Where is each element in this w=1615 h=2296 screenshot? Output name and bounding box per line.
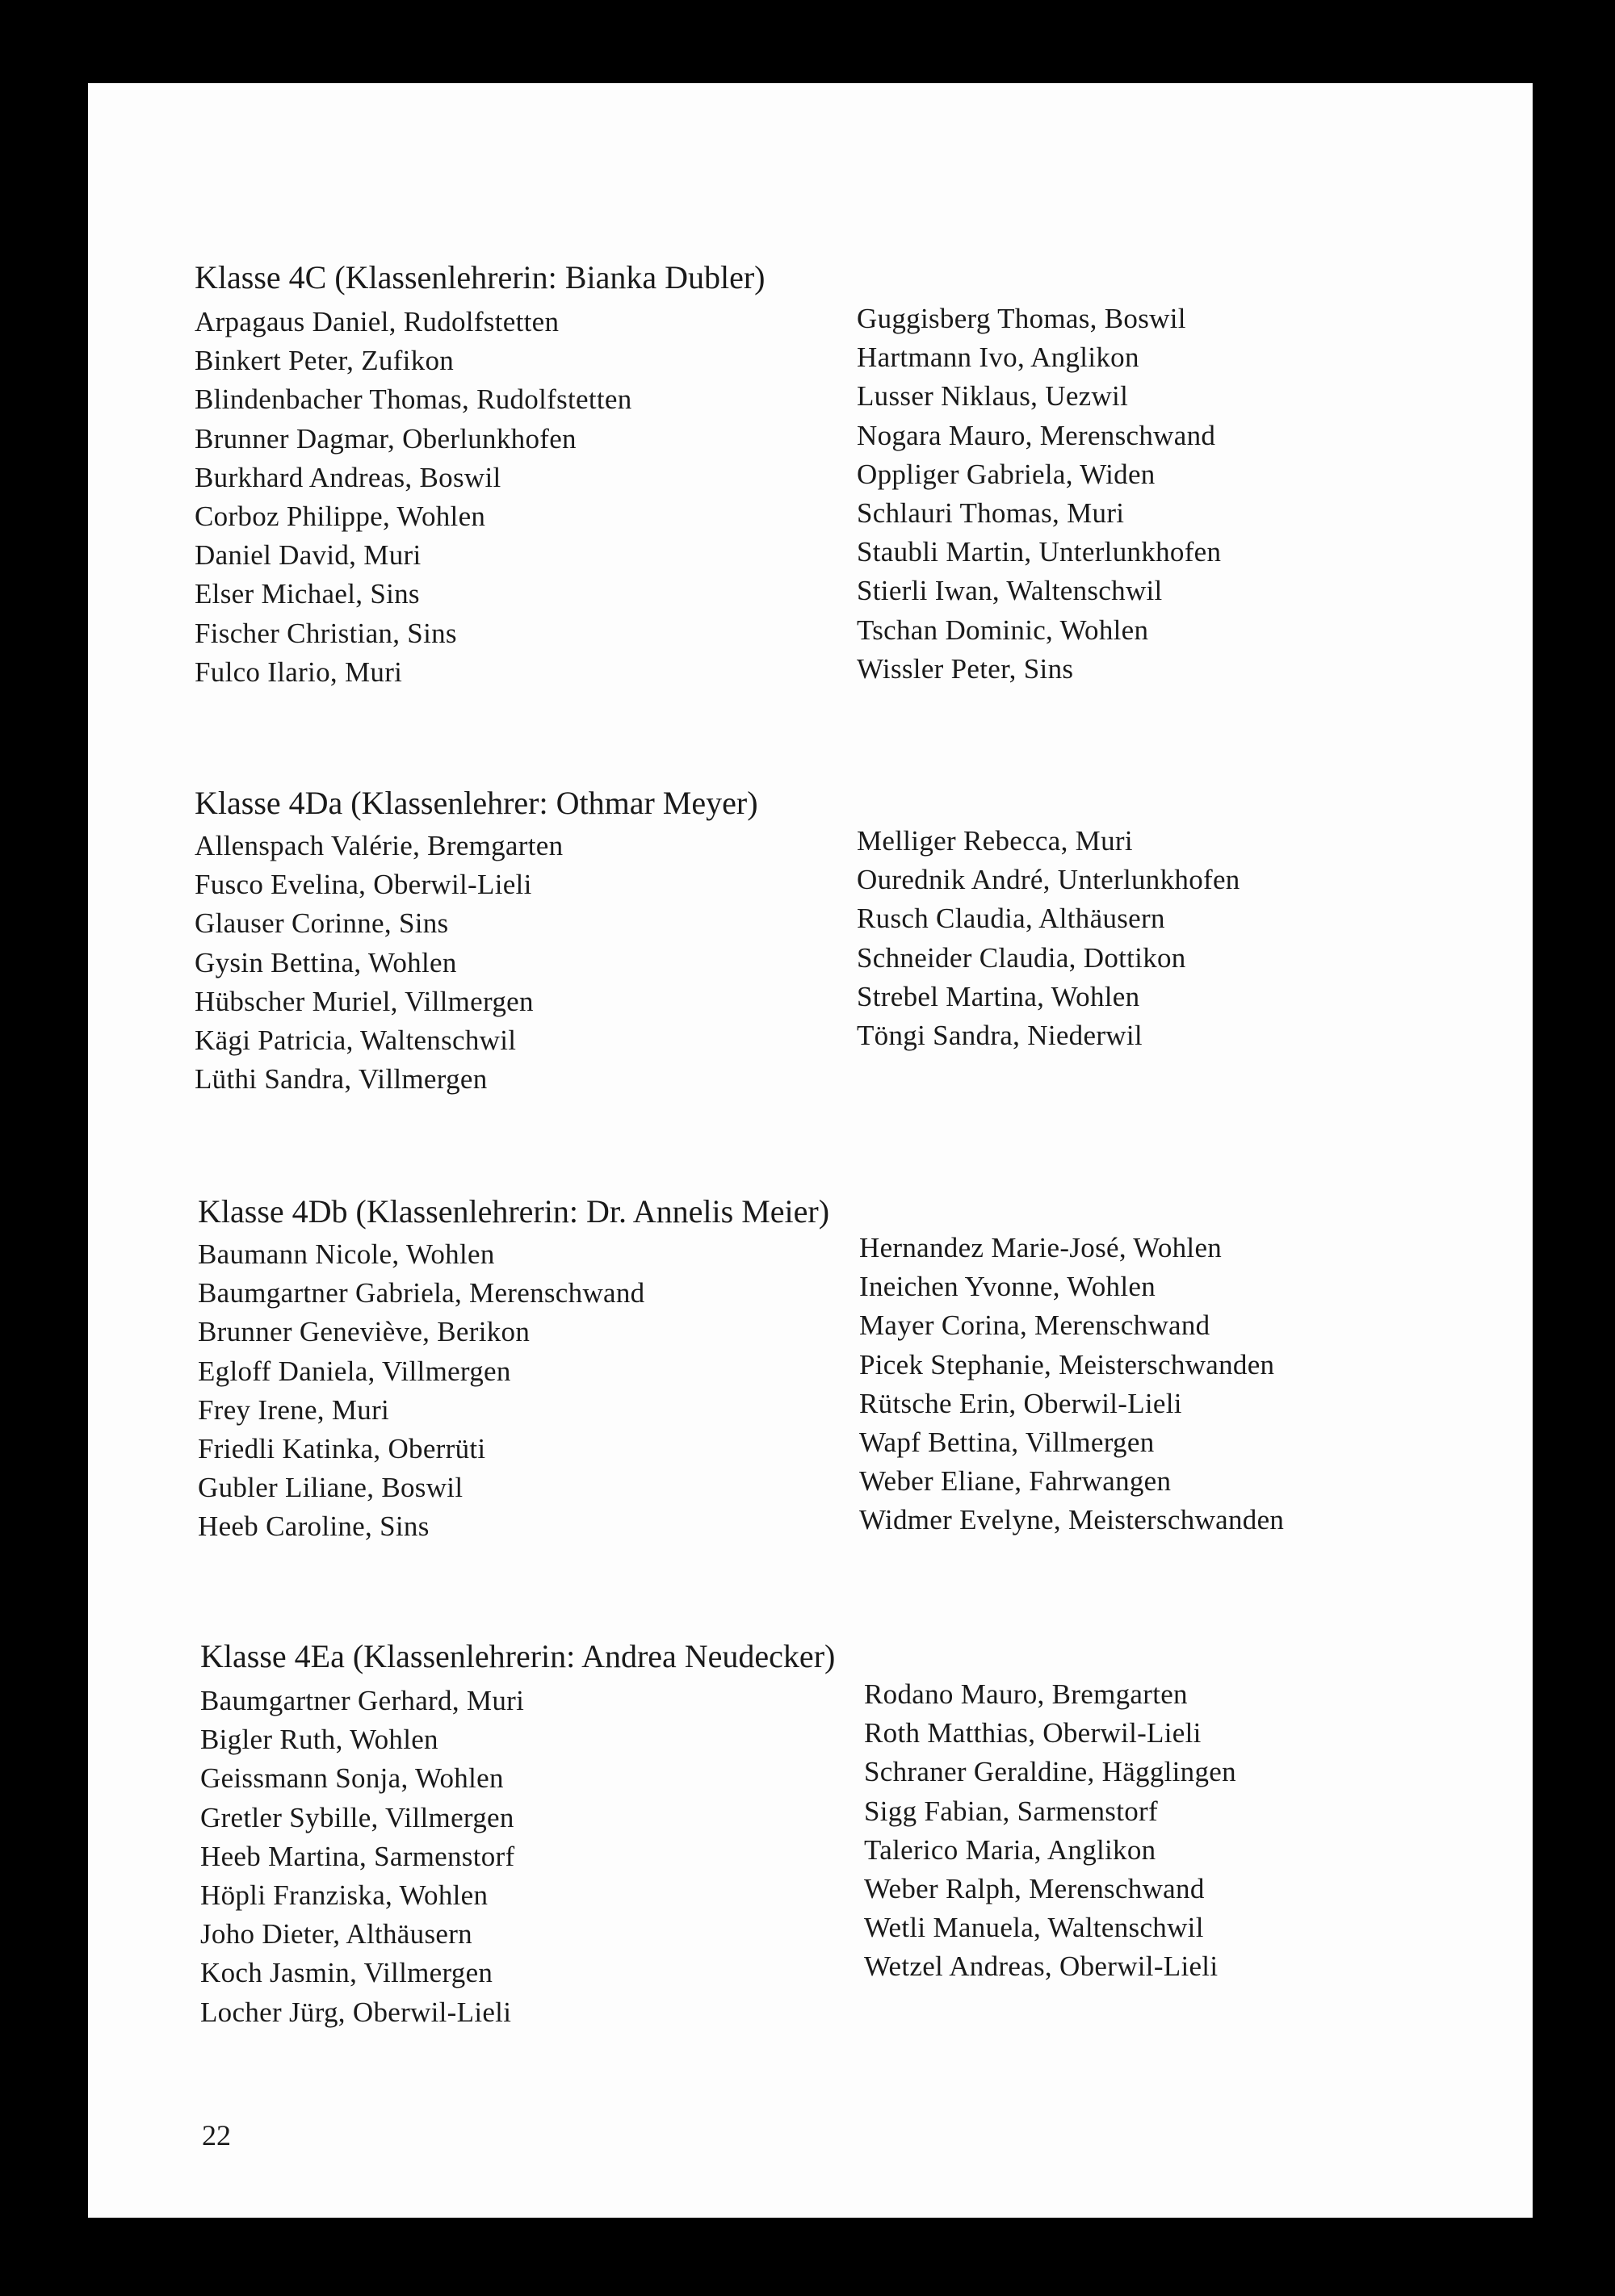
student-entry: Strebel Martina, Wohlen xyxy=(857,980,1140,1012)
student-entry: Geissmann Sonja, Wohlen xyxy=(200,1762,504,1795)
student-entry: Brunner Dagmar, Oberlunkhofen xyxy=(195,422,577,455)
student-entry: Töngi Sandra, Niederwil xyxy=(857,1020,1143,1052)
student-entry: Staubli Martin, Unterlunkhofen xyxy=(857,536,1222,568)
student-entry: Hübscher Muriel, Villmergen xyxy=(195,985,534,1017)
student-entry: Arpagaus Daniel, Rudolfstetten xyxy=(195,306,560,337)
student-entry: Baumgartner Gerhard, Muri xyxy=(200,1685,525,1716)
student-list-left xyxy=(198,1235,644,1547)
student-entry: Lüthi Sandra, Villmergen xyxy=(195,1063,488,1096)
student-entry: Egloff Daniela, Villmergen xyxy=(198,1355,511,1387)
student-entry: Wissler Peter, Sins xyxy=(857,652,1074,685)
student-entry: Bigler Ruth, Wohlen xyxy=(200,1724,438,1756)
student-entry: Glauser Corinne, Sins xyxy=(195,907,449,940)
student-list-left xyxy=(200,1682,524,2032)
student-entry: Gubler Liliane, Boswil xyxy=(198,1472,464,1504)
student-list-right xyxy=(859,1229,1284,1540)
student-entry: Blindenbacher Thomas, Rudolfstetten xyxy=(195,383,632,416)
student-entry: Kägi Patricia, Waltenschwil xyxy=(195,1024,517,1057)
student-entry: Weber Eliane, Fahrwangen xyxy=(859,1465,1172,1498)
student-list-right xyxy=(857,300,1221,689)
student-entry: Fusco Evelina, Oberwil-Lieli xyxy=(195,869,532,901)
student-entry: Melliger Rebecca, Muri xyxy=(857,825,1133,857)
page-number: 22 xyxy=(202,2119,231,2151)
student-entry: Wetzel Andreas, Oberwil-Lieli xyxy=(864,1950,1219,1983)
student-entry: Ourednik André, Unterlunkhofen xyxy=(857,864,1240,896)
student-entry: Picek Stephanie, Meisterschwanden xyxy=(859,1348,1275,1381)
student-entry: Widmer Evelyne, Meisterschwanden xyxy=(859,1504,1285,1536)
student-entry: Gretler Sybille, Villmergen xyxy=(200,1801,514,1833)
student-list-right xyxy=(864,1675,1236,1987)
student-entry: Corboz Philippe, Wohlen xyxy=(195,501,486,533)
class-heading: Klasse 4Ea (Klassenlehrerin: Andrea Neudecker) xyxy=(200,1638,836,1674)
student-entry: Talerico Maria, Anglikon xyxy=(864,1833,1156,1866)
class-heading: Klasse 4Db (Klassenlehrerin: Dr. Annelis Meier) xyxy=(198,1193,830,1230)
class-heading: Klasse 4C (Klassenlehrerin: Bianka Dubler) xyxy=(195,259,766,295)
student-entry: Friedli Katinka, Oberrüti xyxy=(198,1433,486,1465)
student-entry: Sigg Fabian, Sarmenstorf xyxy=(864,1795,1158,1827)
student-entry: Burkhard Andreas, Boswil xyxy=(195,461,501,493)
student-entry: Joho Dieter, Althäusern xyxy=(200,1918,472,1950)
student-entry: Hartmann Ivo, Anglikon xyxy=(857,341,1139,374)
student-entry: Ineichen Yvonne, Wohlen xyxy=(859,1271,1156,1303)
student-entry: Baumgartner Gabriela, Merenschwand xyxy=(198,1277,645,1309)
student-list-left xyxy=(195,303,632,692)
student-entry: Rütsche Erin, Oberwil-Lieli xyxy=(859,1387,1182,1419)
student-list-right xyxy=(857,822,1240,1055)
student-entry: Elser Michael, Sins xyxy=(195,578,420,610)
student-list-left xyxy=(195,827,563,1099)
student-entry: Rodano Mauro, Bremgarten xyxy=(864,1678,1188,1710)
student-entry: Guggisberg Thomas, Boswil xyxy=(857,303,1186,334)
student-entry: Gysin Bettina, Wohlen xyxy=(195,946,457,978)
student-entry: Wetli Manuela, Waltenschwil xyxy=(864,1912,1204,1944)
student-entry: Rusch Claudia, Althäusern xyxy=(857,903,1165,935)
student-entry: Heeb Caroline, Sins xyxy=(198,1510,430,1543)
student-entry: Fischer Christian, Sins xyxy=(195,617,457,649)
student-entry: Nogara Mauro, Merenschwand xyxy=(857,419,1216,451)
student-entry: Binkert Peter, Zufikon xyxy=(195,345,455,377)
student-entry: Hernandez Marie-José, Wohlen xyxy=(859,1232,1223,1263)
student-entry: Lusser Niklaus, Uezwil xyxy=(857,380,1129,413)
student-entry: Roth Matthias, Oberwil-Lieli xyxy=(864,1717,1202,1749)
student-entry: Frey Irene, Muri xyxy=(198,1393,390,1426)
student-entry: Fulco Ilario, Muri xyxy=(195,656,403,688)
student-entry: Höpli Franziska, Wohlen xyxy=(200,1879,489,1912)
student-entry: Schlauri Thomas, Muri xyxy=(857,497,1125,530)
student-entry: Schneider Claudia, Dottikon xyxy=(857,941,1186,974)
student-entry: Heeb Martina, Sarmenstorf xyxy=(200,1840,515,1872)
student-entry: Tschan Dominic, Wohlen xyxy=(857,614,1149,646)
student-entry: Daniel David, Muri xyxy=(195,539,422,572)
student-entry: Allenspach Valérie, Bremgarten xyxy=(195,830,564,861)
student-entry: Brunner Geneviève, Berikon xyxy=(198,1316,531,1348)
student-entry: Oppliger Gabriela, Widen xyxy=(857,458,1156,490)
class-heading: Klasse 4Da (Klassenlehrer: Othmar Meyer) xyxy=(195,785,758,821)
student-entry: Wapf Bettina, Villmergen xyxy=(859,1427,1155,1459)
student-entry: Locher Jürg, Oberwil-Lieli xyxy=(200,1996,512,2028)
student-entry: Mayer Corina, Merenschwand xyxy=(859,1309,1210,1342)
student-entry: Weber Ralph, Merenschwand xyxy=(864,1873,1205,1905)
document-page xyxy=(88,83,1533,2218)
student-entry: Stierli Iwan, Waltenschwil xyxy=(857,575,1163,607)
student-entry: Schraner Geraldine, Hägglingen xyxy=(864,1756,1236,1788)
student-entry: Koch Jasmin, Villmergen xyxy=(200,1957,493,1989)
student-entry: Baumann Nicole, Wohlen xyxy=(198,1238,495,1270)
